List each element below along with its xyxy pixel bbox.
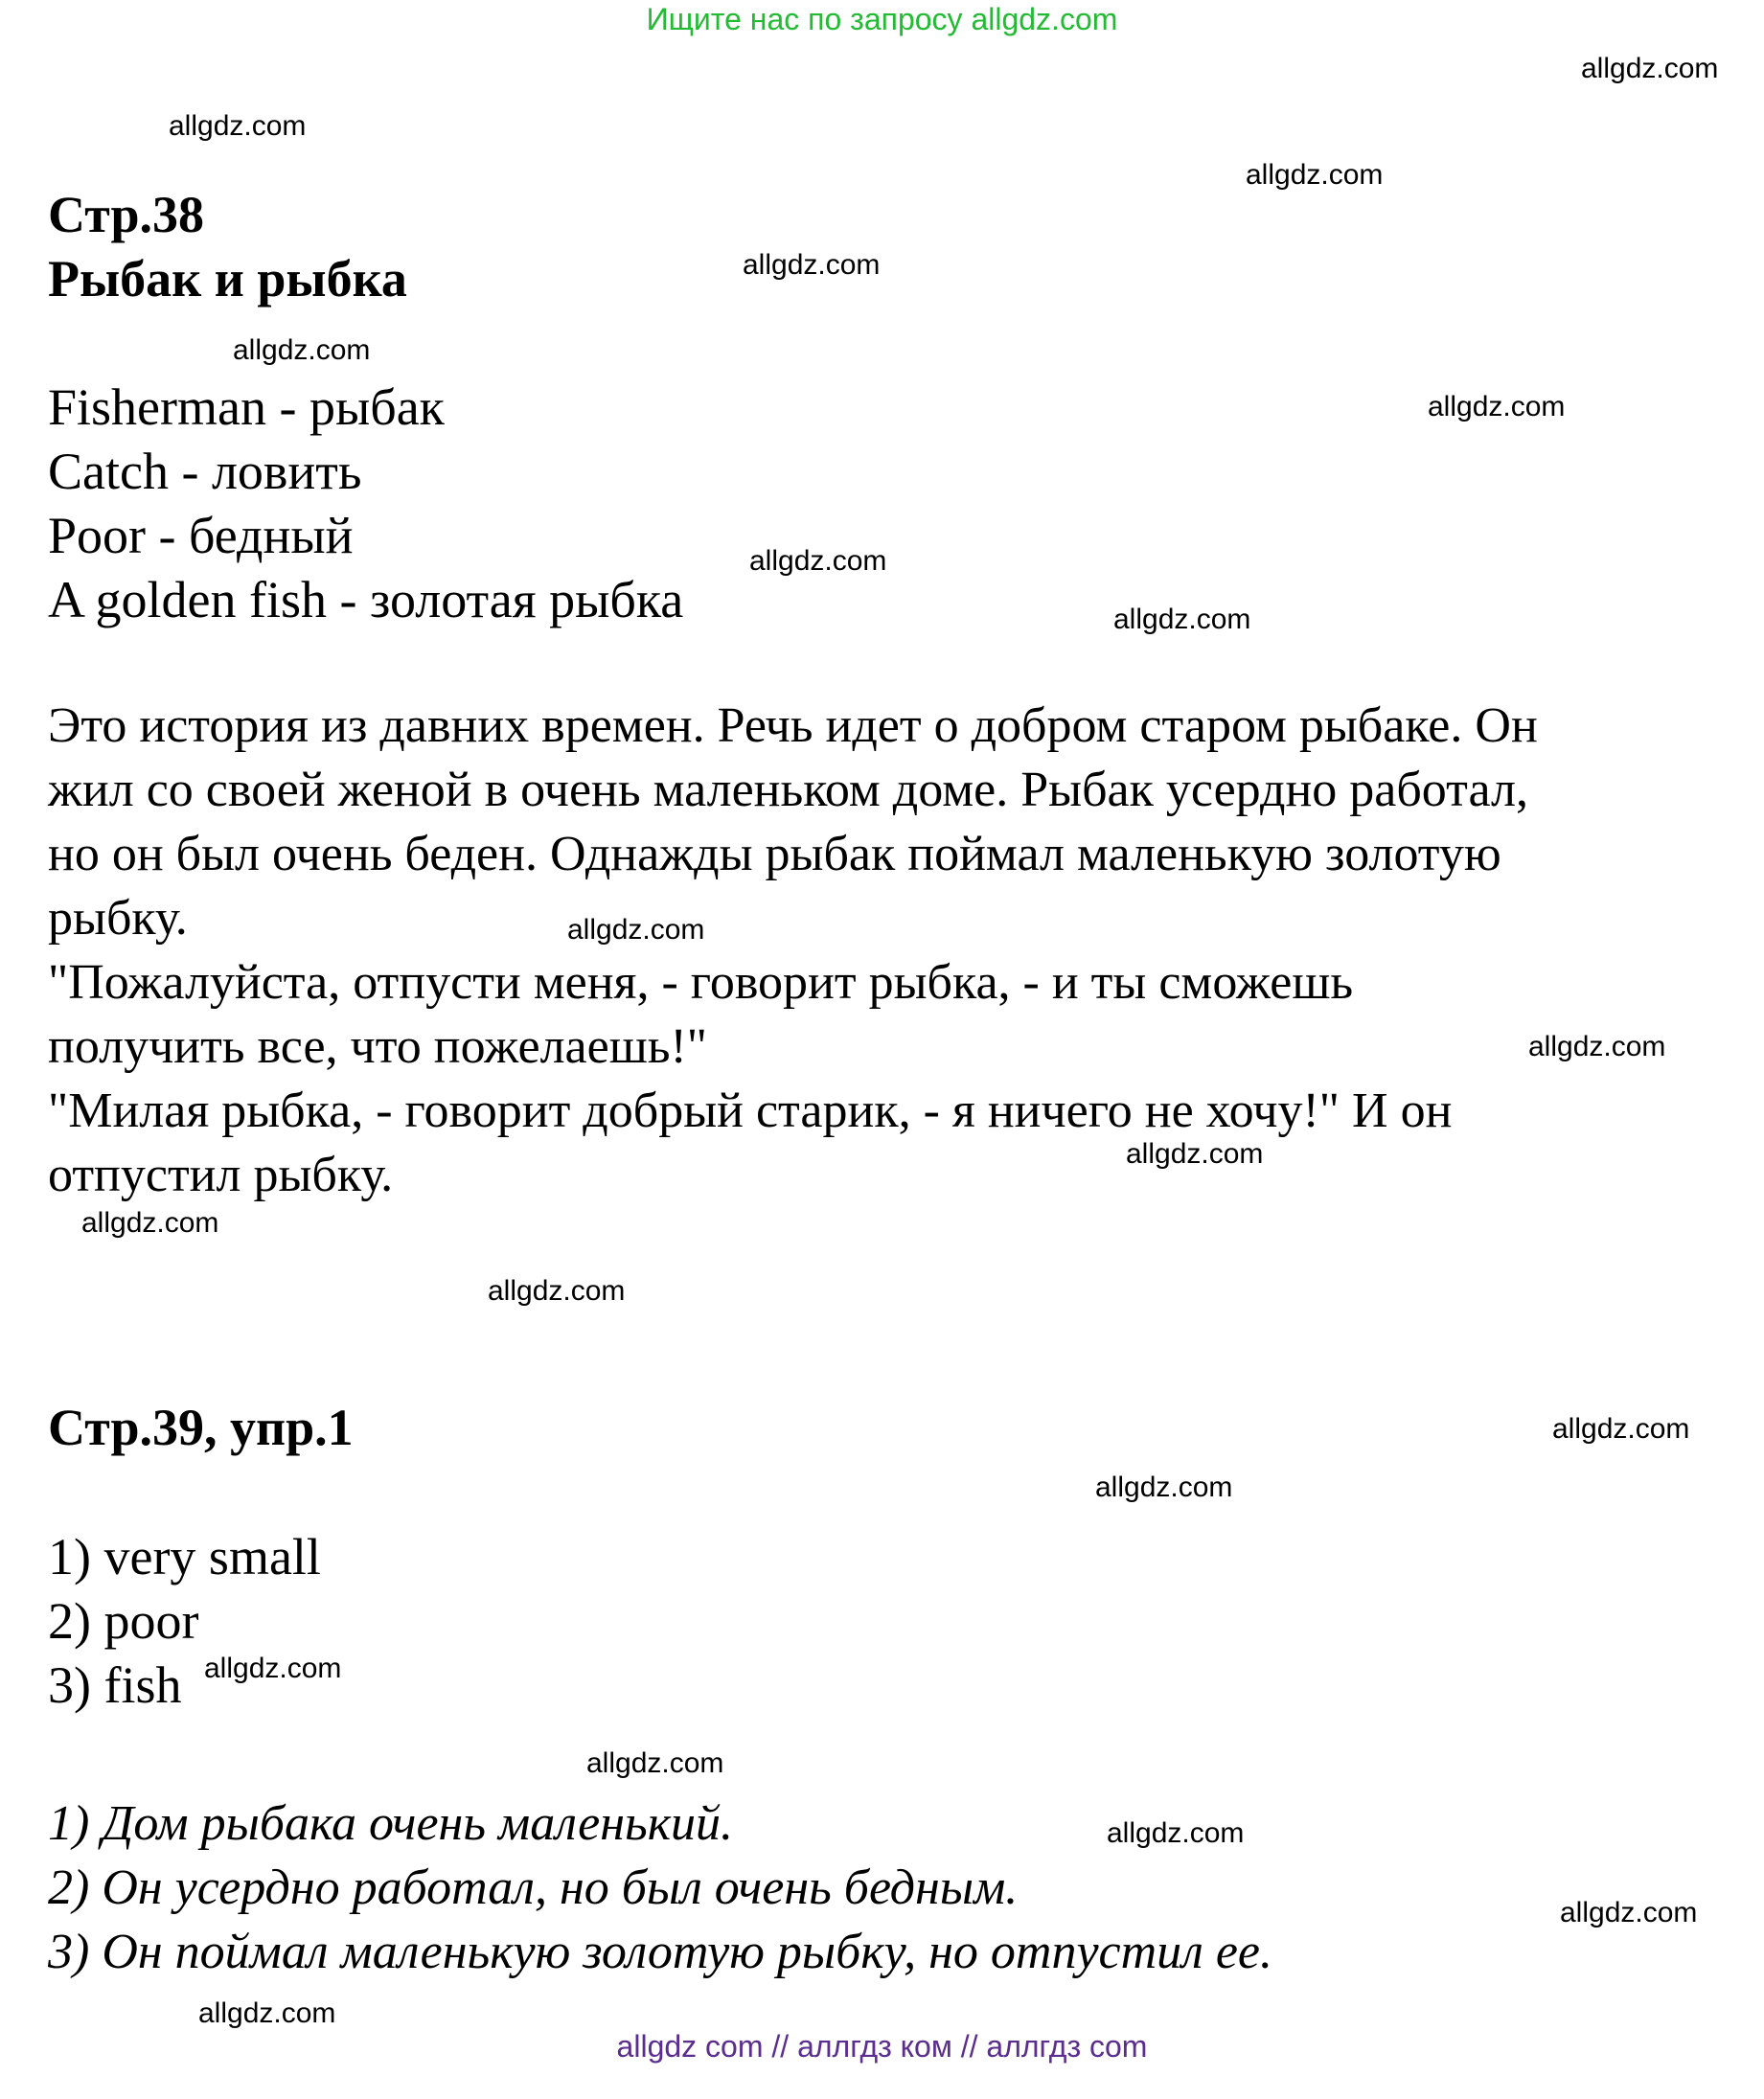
- watermark: allgdz.com: [198, 1997, 336, 2029]
- vocab-item: Fisherman - рыбак: [48, 378, 445, 436]
- watermark: allgdz.com: [1528, 1031, 1666, 1062]
- watermark: allgdz.com: [1126, 1138, 1264, 1170]
- watermark: allgdz.com: [567, 914, 705, 946]
- watermark: allgdz.com: [169, 110, 307, 142]
- story-line: "Пожалуйста, отпусти меня, - говорит рыбка, - и ты сможешь: [48, 955, 1354, 1010]
- watermark: allgdz.com: [1095, 1472, 1233, 1503]
- watermark: allgdz.com: [1428, 391, 1566, 422]
- sentence-item: 1) Дом рыбака очень маленький.: [48, 1796, 734, 1851]
- watermark: allgdz.com: [1246, 159, 1384, 191]
- bottom-link[interactable]: allgdz com: [616, 2029, 764, 2064]
- watermark: allgdz.com: [1107, 1817, 1245, 1849]
- bottom-link[interactable]: аллгдз com: [986, 2029, 1148, 2064]
- watermark: allgdz.com: [81, 1207, 219, 1239]
- vocab-item: Poor - бедный: [48, 507, 354, 564]
- answer-item: 2) poor: [48, 1592, 199, 1650]
- separator: //: [771, 2029, 790, 2064]
- bottom-link[interactable]: аллгдз ком: [797, 2029, 952, 2064]
- watermark: allgdz.com: [1560, 1897, 1698, 1928]
- watermark: allgdz.com: [1552, 1413, 1690, 1445]
- section-title: Рыбак и рыбка: [48, 250, 407, 308]
- story-line: рыбку.: [48, 891, 188, 946]
- exercise-title: Стр.39, упр.1: [48, 1399, 354, 1456]
- watermark: allgdz.com: [1113, 604, 1251, 635]
- watermark: allgdz.com: [233, 334, 371, 366]
- answer-item: 3) fish: [48, 1656, 182, 1714]
- watermark: allgdz.com: [586, 1747, 724, 1779]
- watermark: allgdz.com: [488, 1275, 626, 1307]
- page-label: Стр.38: [48, 186, 205, 243]
- watermark: allgdz.com: [743, 249, 881, 281]
- vocab-item: Catch - ловить: [48, 443, 362, 500]
- story-line: получить все, что пожелаешь!": [48, 1019, 708, 1074]
- separator: //: [960, 2029, 978, 2064]
- story-line: жил со своей женой в очень маленьком доме. Рыбак усердно работал,: [48, 763, 1528, 817]
- vocab-item: A golden fish - золотая рыбка: [48, 571, 684, 628]
- sentence-item: 2) Он усердно работал, но был очень бедным.: [48, 1860, 1019, 1915]
- sentence-item: 3) Он поймал маленькую золотую рыбку, но отпустил ее.: [48, 1925, 1272, 1979]
- vocab-list: [48, 376, 683, 632]
- story-text: [48, 694, 1734, 1207]
- top-banner[interactable]: Ищите нас по запросу allgdz.com: [646, 2, 1118, 36]
- watermark: allgdz.com: [1581, 53, 1719, 84]
- story-line: но он был очень беден. Однажды рыбак поймал маленькую золотую: [48, 827, 1501, 881]
- bottom-banner: [0, 2031, 1764, 2062]
- answer-item: 1) very small: [48, 1528, 321, 1586]
- watermark: allgdz.com: [749, 545, 887, 577]
- answer-list: [48, 1525, 321, 1718]
- story-line: Это история из давних времен. Речь идет о добром старом рыбаке. Он: [48, 698, 1538, 753]
- story-line: "Милая рыбка, - говорит добрый старик, - я ничего не хочу!" И он: [48, 1084, 1453, 1138]
- watermark: allgdz.com: [204, 1653, 342, 1684]
- sentence-list: [48, 1791, 1272, 1984]
- story-line: отпустил рыбку.: [48, 1148, 394, 1202]
